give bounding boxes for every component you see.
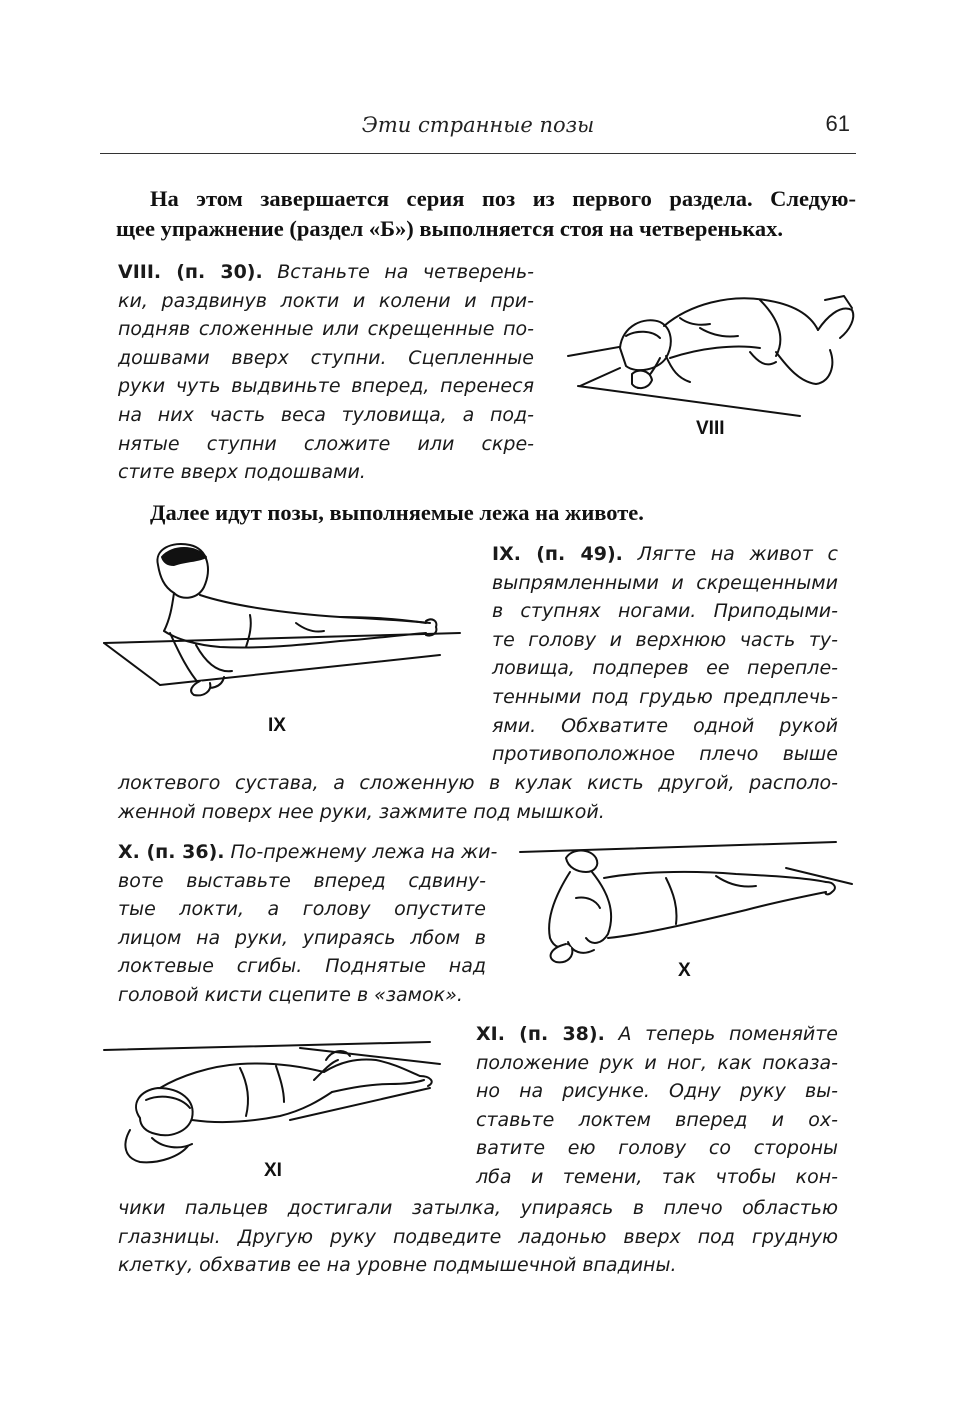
text-line: воте выставьте вперед сдвину- — [118, 869, 486, 892]
text-line: Встаньте на четверень- — [277, 261, 535, 283]
pose-ix-label: IX. (п. 49). — [492, 543, 623, 565]
text-line: стите вверх подошвами. — [118, 461, 366, 484]
running-header — [100, 105, 856, 154]
figure-ix — [100, 535, 470, 745]
text-line: ватите ею голову со стороны — [476, 1137, 838, 1160]
text-line: локтевые сгибы. Поднятые над — [118, 955, 486, 978]
pose-ix-text-continued — [118, 769, 838, 826]
pose-x-label: X. (п. 36). — [118, 841, 225, 863]
figure-viii-label: VIII — [696, 418, 725, 439]
text-line: руки чуть выдвиньте вперед, перенеся — [118, 375, 534, 398]
text-line: лицом на руки, упираясь лбом в — [118, 926, 486, 949]
pose-ix-text — [492, 540, 838, 769]
text-line: лба и темени, так чтобы кон- — [476, 1165, 838, 1188]
figure-xi-label: XI — [264, 1160, 282, 1181]
text-line: тые локти, а голову опустите — [118, 898, 486, 921]
pose-xi-text — [476, 1020, 838, 1192]
text-line: положение рук и ног, как показа- — [476, 1051, 838, 1074]
running-title: Эти странные позы — [361, 113, 595, 137]
text-line: глазницы. Другую руку подведите ладонью вверх под грудную — [118, 1225, 838, 1248]
pose-xi-text-continued — [118, 1194, 838, 1280]
text-line: ки, раздвинув локти и колени и при- — [118, 289, 534, 312]
text-line: дошвами вверх ступни. Сцепленные — [118, 346, 534, 369]
text-line: По-прежнему лежа на жи- — [230, 841, 498, 863]
text-line: локтевого сустава, а сложенную в кулак кисть другой, располо- — [118, 772, 838, 794]
text-line: Лягте на живот с — [637, 543, 838, 565]
text-line: чики пальцев достигали затылка, упираясь в плечо областью — [118, 1197, 838, 1219]
text-line: головой кисти сцепите в «замок». — [118, 983, 463, 1006]
text-line: женной поверх нее руки, зажмите под мышкой. — [118, 800, 605, 823]
text-line: тенными под грудью предплечь- — [492, 685, 838, 708]
text-line: но на рисунке. Одну руку вы- — [476, 1080, 838, 1103]
text-line: в ступнях ногами. Приподыми- — [492, 600, 838, 623]
figure-x — [516, 838, 856, 988]
intro-line: На этом завершается серия поз из первого раздела. Следую- — [150, 186, 856, 211]
pose-x-text — [118, 838, 498, 1010]
text-line: подняв сложенные или скрещенные по- — [118, 318, 534, 341]
text-line: А теперь поменяйте — [618, 1023, 839, 1045]
text-line: ставьте локтем вперед и ох- — [476, 1108, 838, 1131]
text-line: те голову и верхнюю часть ту- — [492, 628, 838, 651]
text-line: выпрямленными и скрещенными — [492, 571, 838, 594]
figure-ix-illustration — [100, 535, 470, 745]
text-line: противоположное плечо выше — [492, 743, 838, 766]
figure-x-label: X — [678, 960, 691, 981]
text-line: клетку, обхватив ее на уровне подмышечной впадины. — [118, 1254, 677, 1277]
pose-xi-label: XI. (п. 38). — [476, 1023, 605, 1045]
text-line: ловища, подперев ее перепле- — [492, 657, 838, 680]
text-line: на них часть веса туловища, а под- — [118, 403, 534, 426]
text-line: нятые ступни сложите или скре- — [118, 432, 534, 455]
section-heading: Далее идут позы, выполняемые лежа на животе. — [150, 500, 644, 525]
pose-viii-text — [118, 258, 534, 487]
figure-ix-label: IX — [268, 715, 286, 736]
intro-paragraph — [116, 184, 856, 244]
pose-viii-label: VIII. (п. 30). — [118, 261, 263, 283]
figure-viii — [560, 278, 860, 448]
page-number: 61 — [825, 111, 850, 136]
text-line: ями. Обхватите одной рукой — [492, 714, 838, 737]
intro-line: щее упражнение (раздел «Б») выполняется стоя на четвереньках. — [116, 216, 784, 241]
figure-xi — [100, 1020, 460, 1190]
